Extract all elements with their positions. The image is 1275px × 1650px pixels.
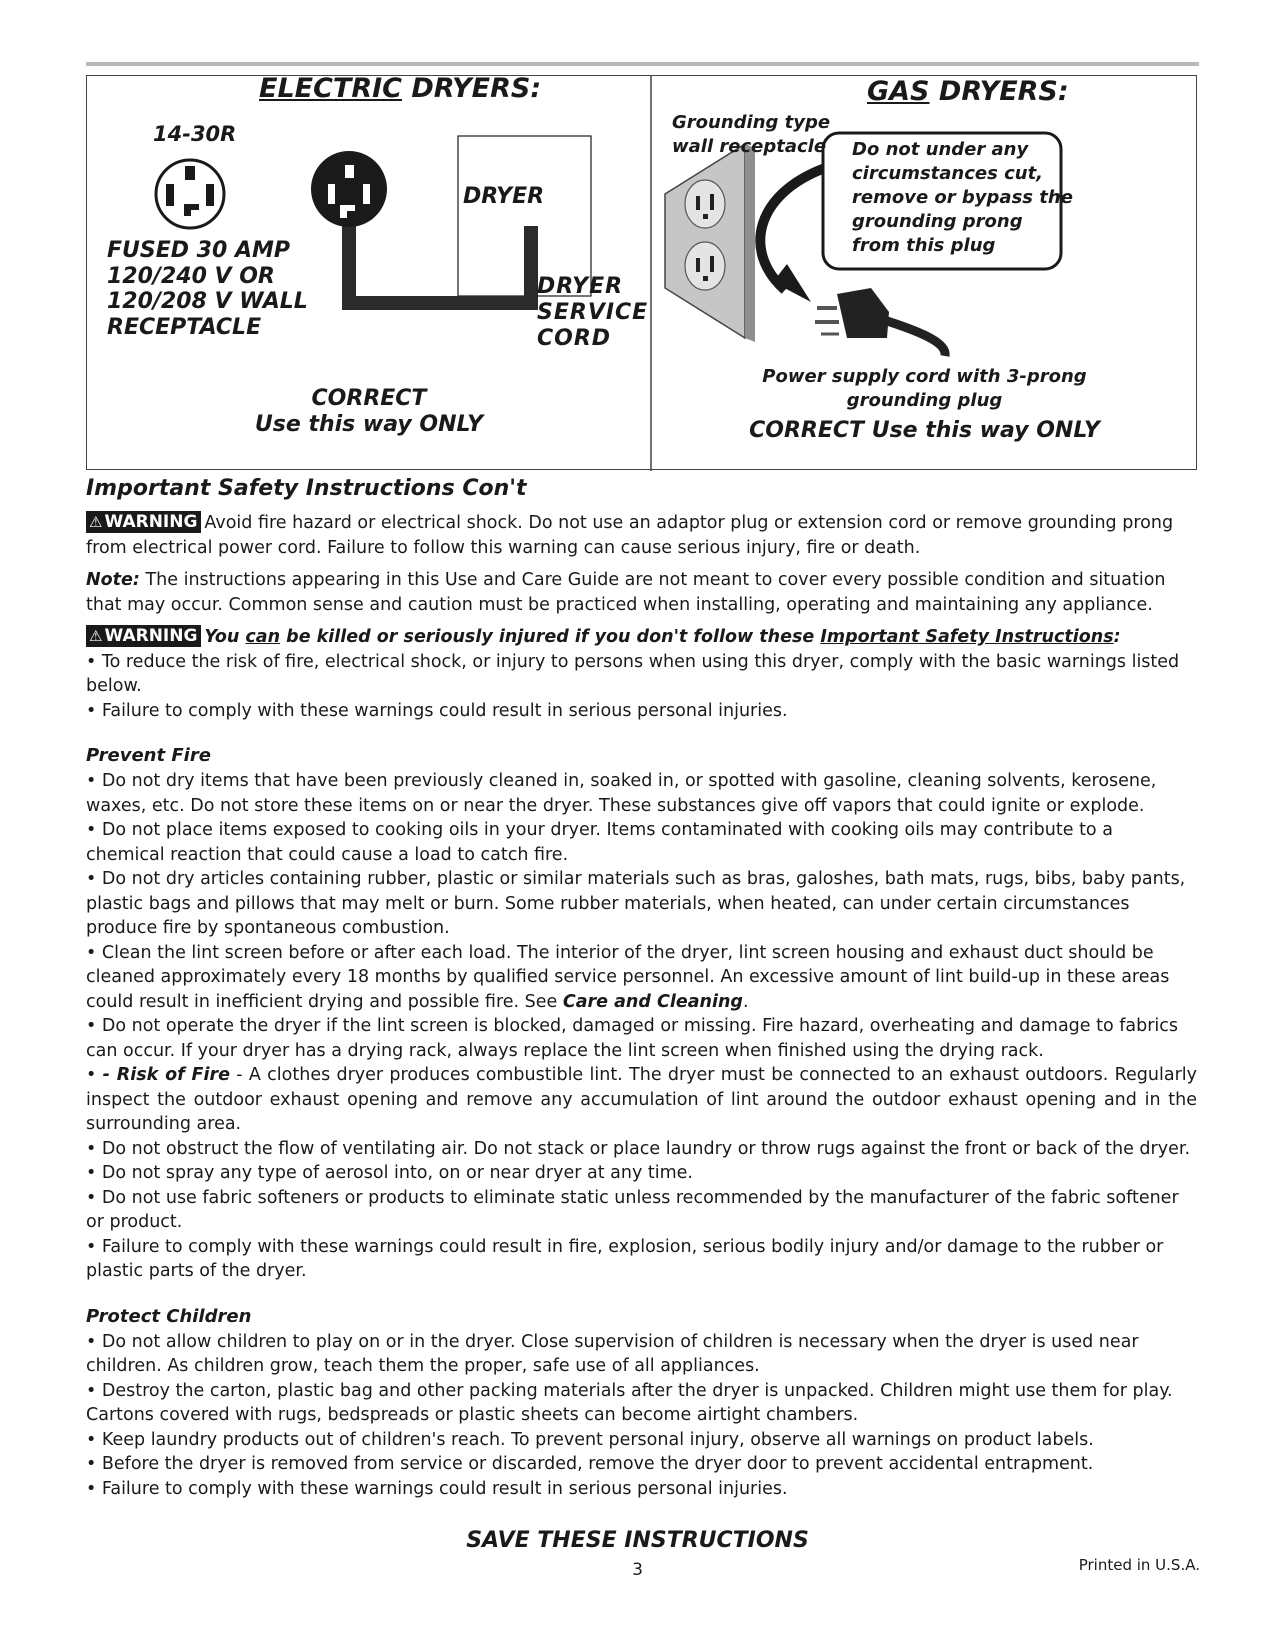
- list-item: • Keep laundry products out of children's reach. To prevent personal injury, observe all warnings on product labels.: [86, 1429, 1094, 1450]
- top-rule: [86, 62, 1199, 66]
- prevent-fire-heading: Prevent Fire: [86, 745, 211, 766]
- list-item: • Do not place items exposed to cooking oils in your dryer. Items contaminated with cooking oils may contribute to a chemical reaction that could cause a load to catch fire.: [86, 820, 1113, 865]
- warning-fire-hazard: ⚠ WARNING Avoid fire hazard or electrical shock. Do not use an adaptor plug or extension cord or remove grounding prong from electrical power cord. Failure to follow this warning can cause serious injury, fire or death.: [86, 512, 1174, 558]
- list-item: • Destroy the carton, plastic bag and other packing materials after the dryer is unpacked. Children might use them for play. Cartons covered with rugs, bedspreads or plastic sheets can become airtight chambers.: [86, 1380, 1173, 1425]
- receptacle-14-30r-icon: [156, 160, 224, 228]
- electric-correct: CORRECT Use this way ONLY: [254, 386, 484, 437]
- list-item: • Do not obstruct the flow of ventilating air. Do not stack or place laundry or throw rugs against the front or back of the dryer.: [86, 1138, 1191, 1159]
- receptacle-description: FUSED 30 AMP 120/240 V OR 120/208 V WALL RECEPTACLE: [107, 238, 308, 340]
- care-cleaning-ref: Care and Cleaning: [562, 991, 743, 1012]
- warning-badge: ⚠ WARNING: [86, 511, 201, 533]
- receptacle-label: Grounding type wall receptacle: [672, 112, 831, 157]
- list-item: • Clean the lint screen before or after each load. The interior of the dryer, lint screen housing and exhaust duct should be cleaned approximately every 18 months by qualified service personnel. An excessive amount of lint build-up in these areas could result in inefficient drying and possible fire. See Care and Cleaning.: [86, 942, 1170, 1012]
- list-item: • To reduce the risk of fire, electrical shock, or injury to persons when using this dryer, comply with the basic warnings listed below.: [86, 651, 1180, 696]
- list-item: • Do not dry articles containing rubber, plastic or similar materials such as bras, galoshes, bath mats, rugs, bibs, baby pants, plastic bags and pillows that may melt or burn. Some rubber materials, when heated, can under certain circumstances produce fire by spontaneous combustion.: [86, 869, 1186, 938]
- list-item: • Do not dry items that have been previously cleaned in, soaked in, or spotted with gasoline, cleaning solvents, kerosene, waxes, etc. Do not store these items on or near the dryer. These substances give off vapors that could ignite or explode.: [86, 771, 1157, 816]
- cord-caption: Power supply cord with 3-prong grounding plug: [762, 366, 1087, 411]
- save-instructions: SAVE THESE INSTRUCTIONS: [466, 1528, 809, 1553]
- gas-correct: CORRECT Use this way ONLY: [749, 418, 1100, 443]
- receptacle-figure: [86, 75, 1197, 470]
- arrow-icon: [760, 168, 825, 290]
- warning-killed: ⚠ WARNING You can be killed or seriously injured if you don't follow these Important Safety Instructions:: [86, 625, 1197, 650]
- section-title: Important Safety Instructions Con't: [86, 476, 527, 501]
- list-item: • Do not operate the dryer if the lint screen is blocked, damaged or missing. Fire hazard, overheating and damage to fabrics can occur. If your dryer has a drying rack, always replace the lint screen when finished using the drying rack.: [86, 1016, 1179, 1061]
- page-number: 3: [632, 1560, 643, 1580]
- receptacle-code: 14-30R: [153, 122, 237, 146]
- protect-children-heading: Protect Children: [86, 1305, 252, 1327]
- warning-triangle-icon: ⚠: [89, 627, 103, 645]
- list-item: • Do not use fabric softeners or products to eliminate static unless recommended by the manufacturer of the fabric softener or product.: [86, 1187, 1179, 1232]
- three-prong-plug-icon: [815, 288, 945, 356]
- callout-text: Do not under any circumstances cut, remove or bypass the grounding prong from this plug: [852, 139, 1073, 256]
- note-paragraph: Note: The instructions appearing in this Use and Care Guide are not meant to cover every possible condition and situation that may occur. Common sense and caution must be practiced when installing, operating and maintaining any appliance.: [86, 570, 1166, 615]
- list-item: • Failure to comply with these warnings could result in serious personal injuries.: [86, 700, 788, 721]
- list-item: • Before the dryer is removed from service or discarded, remove the dryer door to prevent accidental entrapment.: [86, 1454, 1094, 1474]
- gas-title: GAS DRYERS:: [867, 76, 1069, 107]
- warning-badge: ⚠ WARNING: [86, 625, 201, 647]
- list-item: • - Risk of Fire - A clothes dryer produces combustible lint. The dryer must be connected to an exhaust outdoors. Regularly inspect the outdoor exhaust opening and remove any accumulation of lint around the outdoor exhaust opening and in the surrounding area.: [86, 1065, 1197, 1134]
- dryer-label: DRYER: [463, 184, 545, 209]
- list-item: • Do not allow children to play on or in the dryer. Close supervision of children is necessary when the dryer is used near children. As children grow, teach them the proper, safe use of all appliances.: [86, 1331, 1139, 1376]
- warning-triangle-icon: ⚠: [89, 513, 103, 531]
- list-item: • Do not spray any type of aerosol into, on or near dryer at any time.: [86, 1163, 693, 1183]
- list-item: • Failure to comply with these warnings could result in serious personal injuries.: [86, 1478, 788, 1499]
- cord-label: DRYER SERVICE CORD: [537, 274, 649, 351]
- electric-title: ELECTRIC DRYERS:: [259, 73, 542, 104]
- list-item: • Failure to comply with these warnings could result in fire, explosion, serious bodily injury and/or damage to the rubber or plastic parts of the dryer.: [86, 1236, 1164, 1281]
- printed-in: Printed in U.S.A.: [1078, 1556, 1200, 1574]
- wall-receptacle-icon: [665, 144, 755, 342]
- safety-instructions: [86, 476, 1197, 1501]
